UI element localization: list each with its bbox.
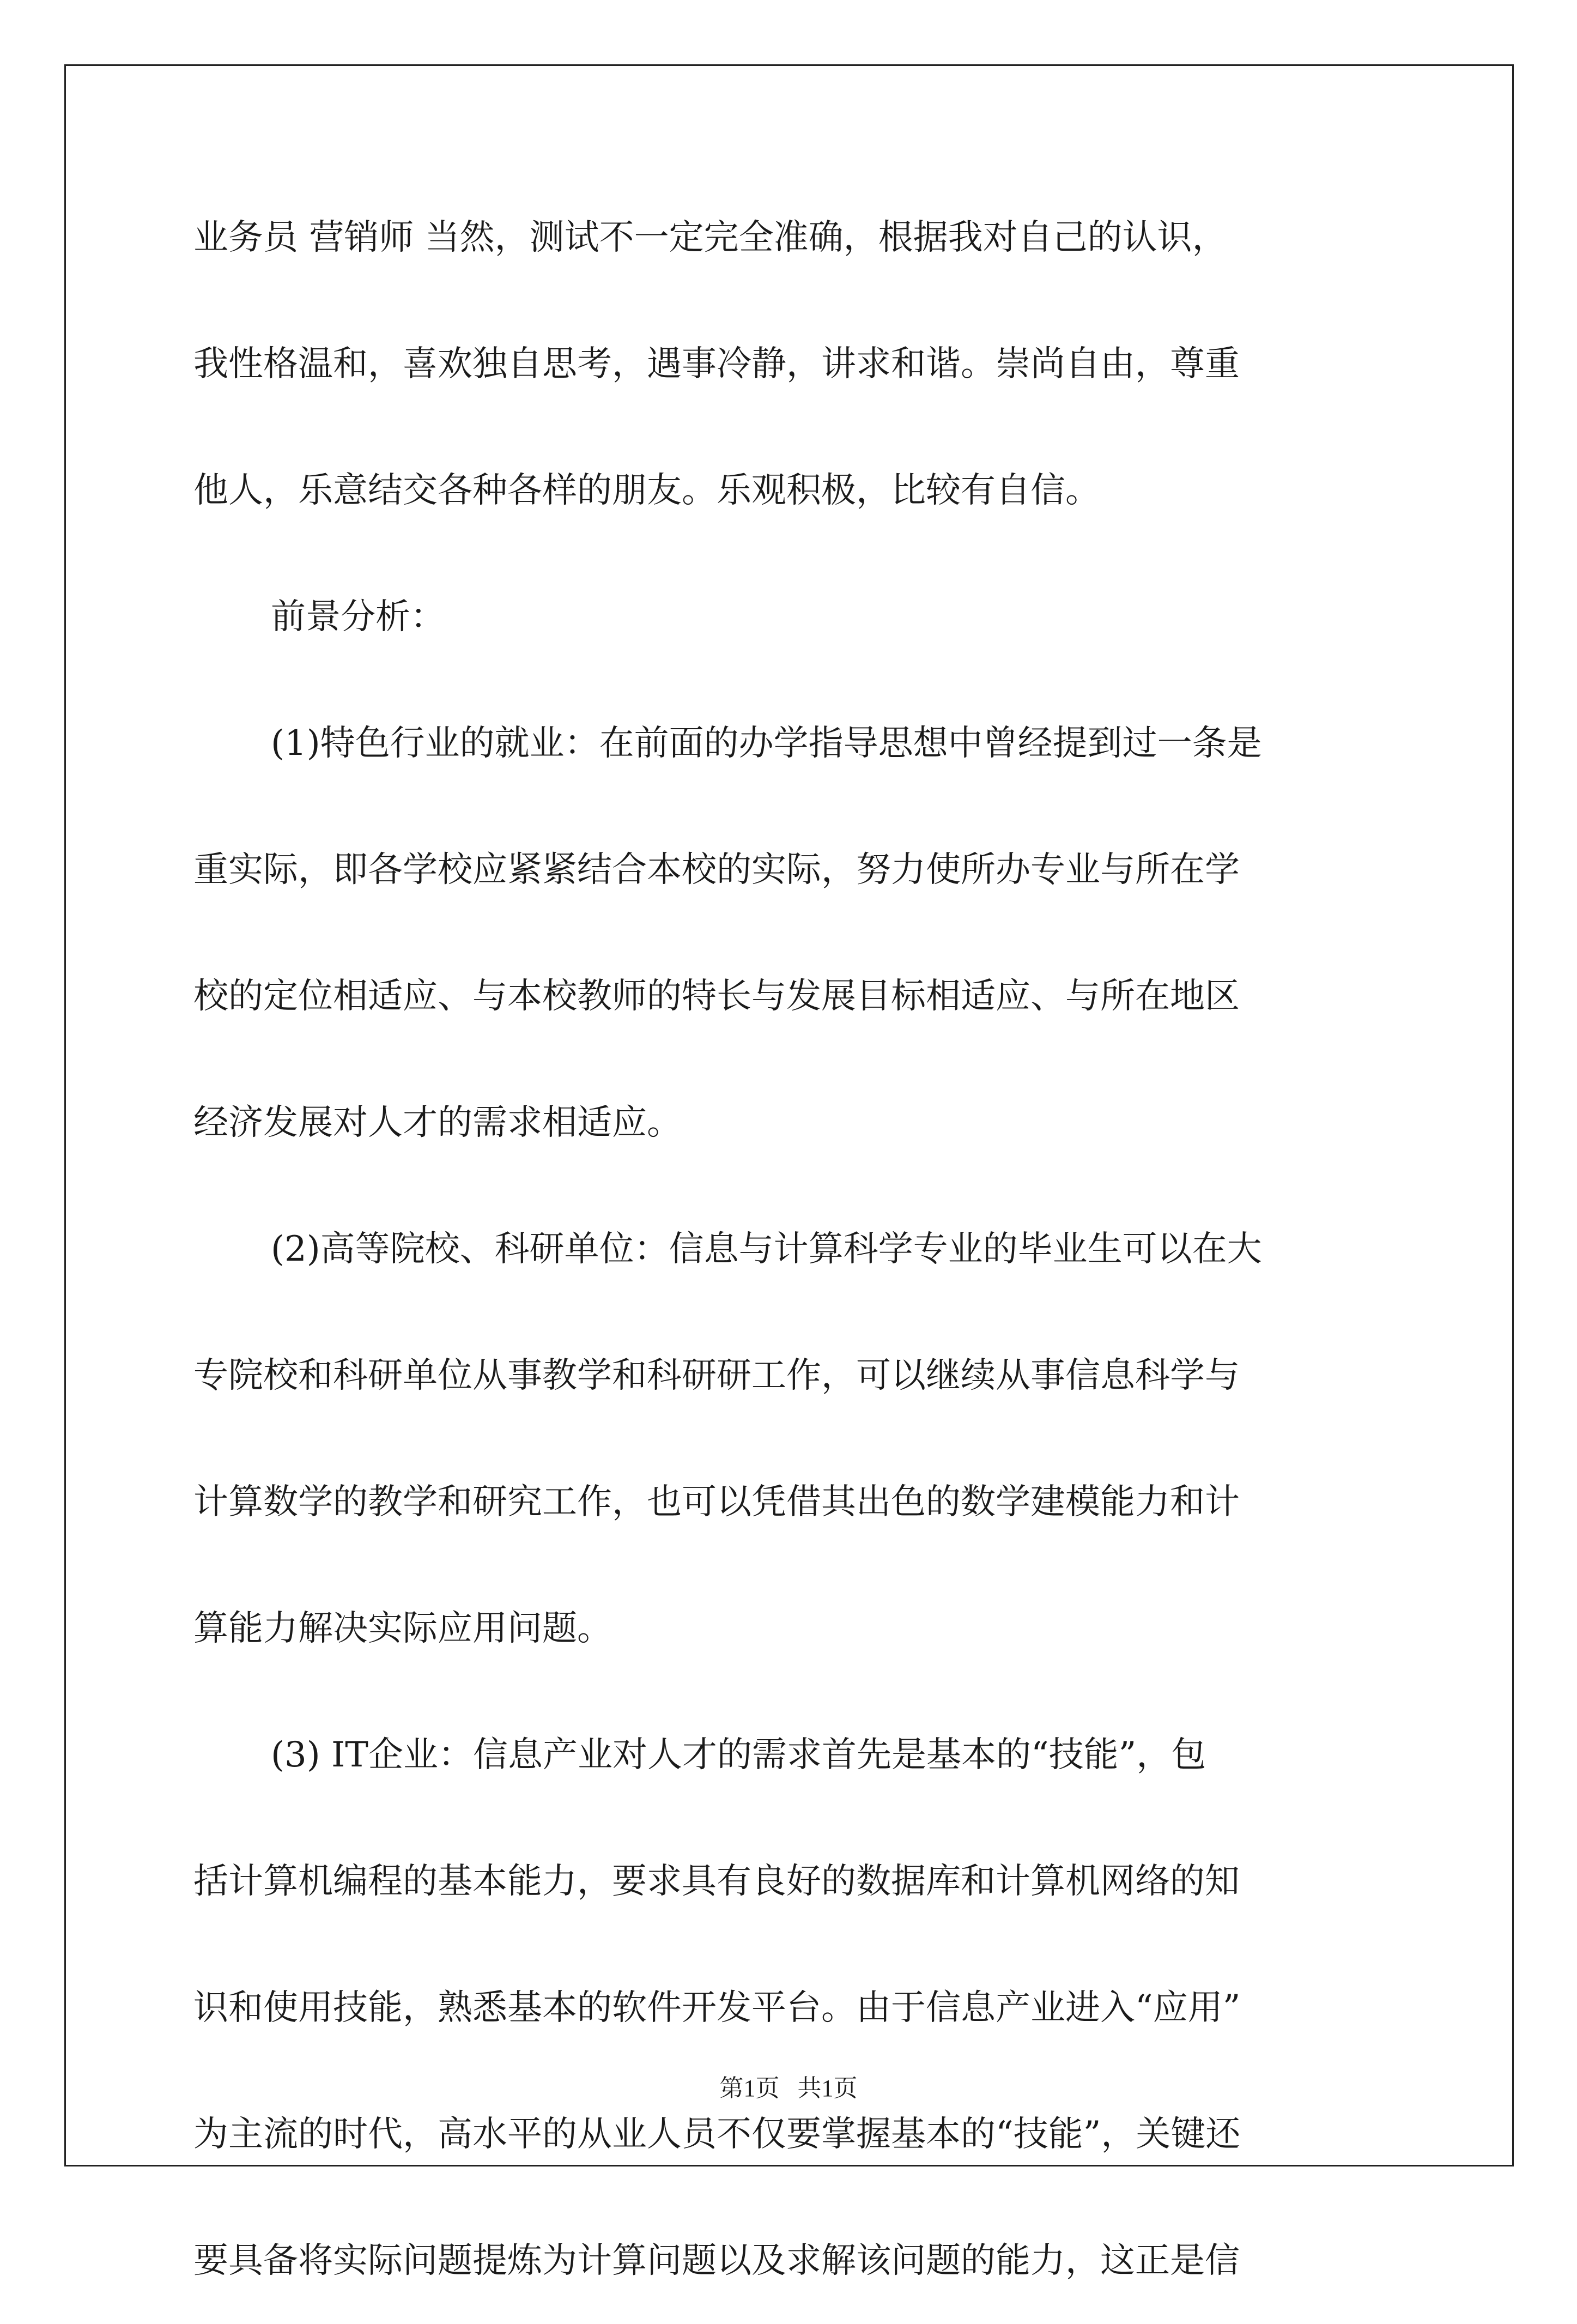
text-line: 算能力解决实际应用问题。 <box>193 1608 612 1649</box>
text-line: 要具备将实际问题提炼为计算问题以及求解该问题的能力，这正是信 <box>193 2241 1240 2281</box>
document-body <box>193 174 1392 2324</box>
text-line: 我性格温和，喜欢独自思考，遇事冷静，讲求和谐。崇尚自由，尊重 <box>193 344 1240 384</box>
text-line: (3) IT企业：信息产业对人才的需求首先是基本的“技能”，包 <box>271 1735 1206 1775</box>
page-number-footer: 第1页 共1页 <box>719 2075 858 2102</box>
text-line: 括计算机编程的基本能力，要求具有良好的数据库和计算机网络的知 <box>193 1861 1240 1902</box>
text-line: 识和使用技能，熟悉基本的软件开发平台。由于信息产业进入“应用” <box>193 1988 1241 2028</box>
text-line: 业务员 营销师 当然，测试不一定完全准确，根据我对自己的认识， <box>193 217 1227 258</box>
text-line: 为主流的时代，高水平的从业人员不仅要掌握基本的“技能”，关键还 <box>193 2114 1241 2154</box>
text-line: (1)特色行业的就业：在前面的办学指导思想中曾经提到过一条是 <box>271 723 1262 764</box>
text-line: 计算数学的教学和研究工作，也可以凭借其出色的数学建模能力和计 <box>193 1482 1240 1522</box>
text-line: 校的定位相适应、与本校教师的特长与发展目标相适应、与所在地区 <box>193 976 1240 1016</box>
text-line: (2)高等院校、科研单位：信息与计算科学专业的毕业生可以在大 <box>271 1229 1262 1269</box>
text-line: 他人，乐意结交各种各样的朋友。乐观积极，比较有自信。 <box>193 470 1100 511</box>
text-line: 经济发展对人才的需求相适应。 <box>193 1103 682 1143</box>
text-line: 重实际，即各学校应紧紧结合本校的实际，努力使所办专业与所在学 <box>193 850 1240 890</box>
text-line: 专院校和科研单位从事教学和科研研工作，可以继续从事信息科学与 <box>193 1355 1240 1396</box>
section-heading: 前景分析： <box>271 597 445 637</box>
